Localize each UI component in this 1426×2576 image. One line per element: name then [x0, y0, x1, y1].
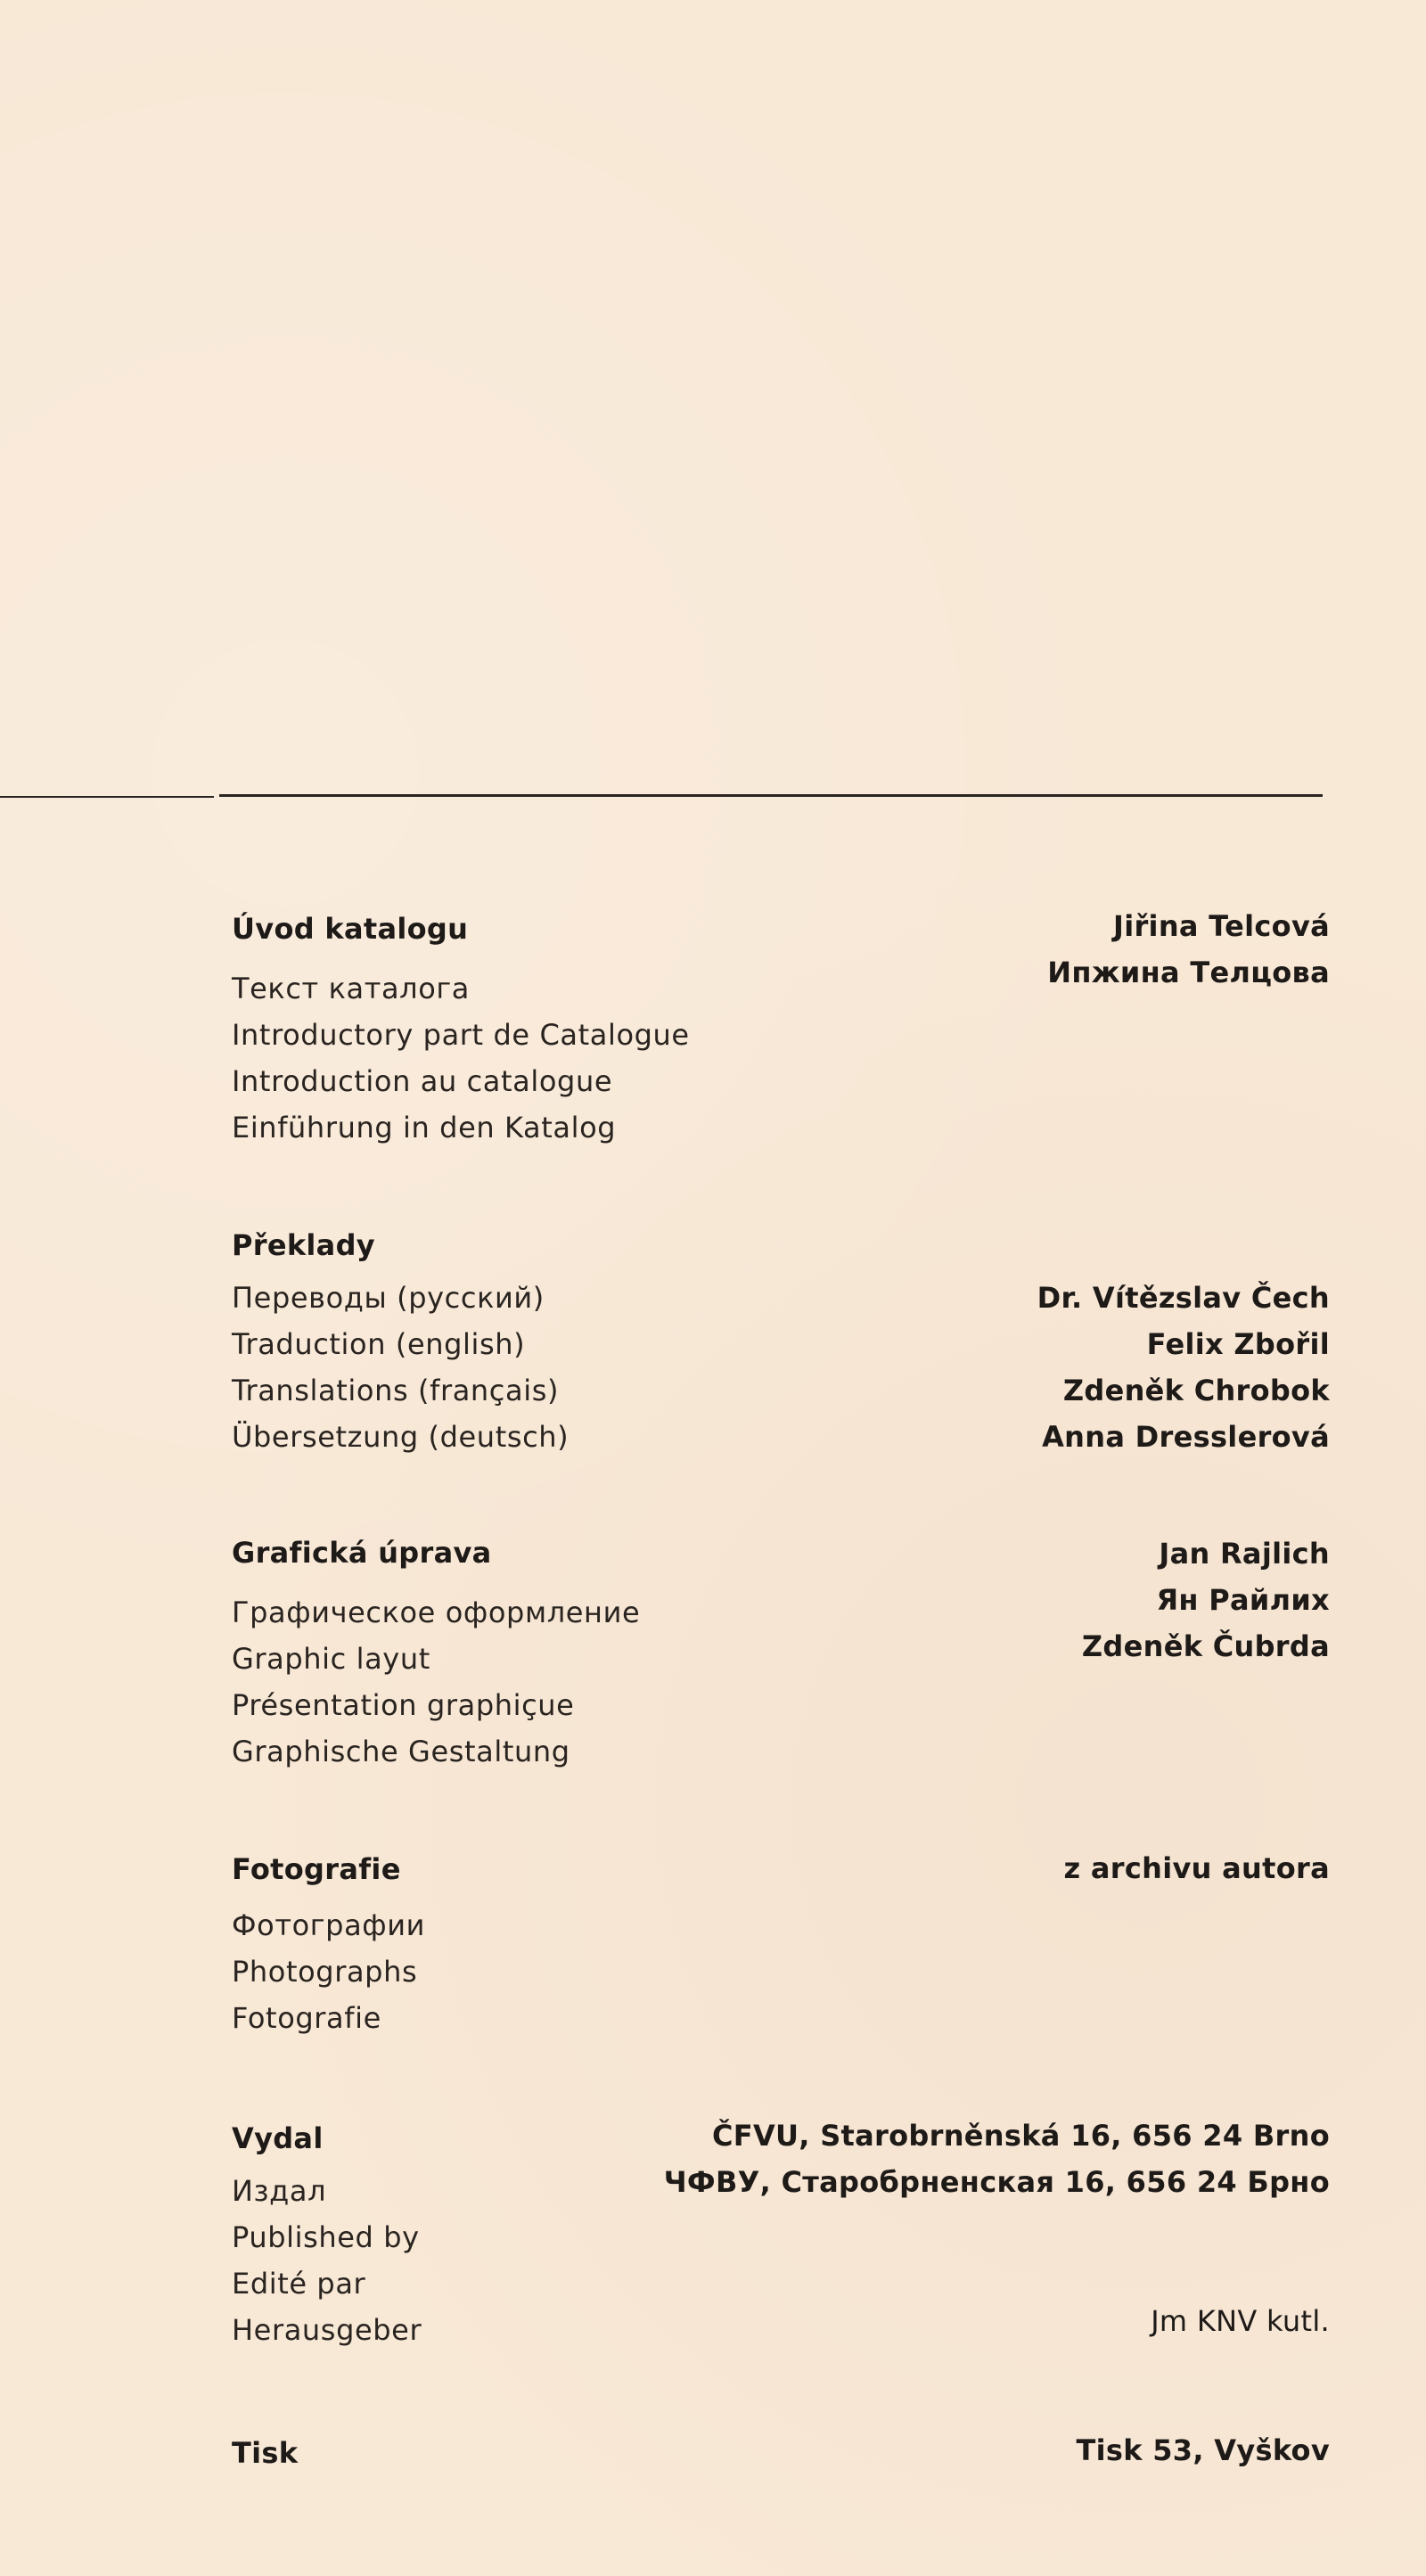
language-item: Einführung in den Katalog — [232, 1111, 617, 1144]
section-heading: Překlady — [232, 1228, 375, 1262]
credit-list — [664, 2112, 1330, 2205]
credit-name: Ян Райлих — [1156, 1583, 1330, 1617]
language-item: Traduction (english) — [232, 1327, 526, 1361]
language-item: Introductory part de Catalogue — [232, 1018, 690, 1052]
divider-rule-short — [0, 796, 214, 798]
credit-list — [1076, 2427, 1330, 2473]
section-heading: Fotografie — [232, 1852, 401, 1886]
language-item: Переводы (русский) — [232, 1281, 545, 1315]
divider-rule-long — [219, 794, 1323, 797]
language-item: Graphic layut — [232, 1642, 430, 1676]
language-item: Photographs — [232, 1955, 418, 1989]
credit-name: Jiřina Telcová — [1113, 909, 1330, 943]
credit-list — [1082, 1530, 1330, 1669]
language-list — [232, 2168, 422, 2353]
credit-name: Jan Rajlich — [1159, 1537, 1330, 1571]
language-item: Edité par — [232, 2267, 366, 2301]
credit-name: Felix Zbořil — [1146, 1327, 1330, 1361]
credit-list — [1064, 1845, 1330, 1891]
language-item: Herausgeber — [232, 2313, 422, 2347]
publisher-note: Jm KNV kutl. — [1151, 2304, 1330, 2338]
language-item: Übersetzung (deutsch) — [232, 1420, 570, 1454]
printer-name: Tisk 53, Vyškov — [1076, 2433, 1330, 2467]
language-item: Published by — [232, 2220, 420, 2254]
language-list — [232, 1902, 425, 2041]
section-heading: Tisk — [232, 2436, 299, 2470]
publisher-address: ЧФВУ, Старобрненская 16, 656 24 Брно — [663, 2165, 1330, 2199]
language-item: Présentation graphiçue — [232, 1688, 575, 1722]
language-item: Fotografie — [232, 2001, 381, 2035]
credit-name: Dr. Vítězslav Čech — [1037, 1281, 1330, 1315]
language-item: Introduction au catalogue — [232, 1064, 613, 1098]
language-list — [232, 1589, 640, 1775]
language-list — [232, 1275, 569, 1460]
section-heading: Grafická úprava — [232, 1536, 492, 1570]
language-item: Издал — [232, 2174, 327, 2208]
section-heading: Vydal — [232, 2121, 324, 2155]
language-item: Фотографии — [232, 1908, 426, 1942]
publisher-note-block — [1151, 2298, 1330, 2344]
credit-name: z archivu autora — [1063, 1851, 1330, 1885]
language-item: Graphische Gestaltung — [232, 1735, 570, 1768]
language-item: Текст каталога — [232, 972, 471, 1005]
credit-list — [1047, 903, 1330, 996]
section-heading: Úvod katalogu — [232, 912, 469, 946]
publisher-address: ČFVU, Starobrněnská 16, 656 24 Brno — [712, 2119, 1330, 2153]
language-list — [232, 965, 690, 1151]
credit-name: Zdeněk Čubrda — [1081, 1629, 1330, 1663]
credit-name: Anna Dresslerová — [1042, 1420, 1330, 1454]
language-item: Translations (français) — [232, 1374, 560, 1407]
credit-list — [1037, 1275, 1330, 1460]
language-item: Графическое оформление — [232, 1596, 641, 1629]
credit-name: Zdeněk Chrobok — [1062, 1374, 1330, 1407]
credit-name: Ипжина Телцова — [1047, 956, 1330, 989]
